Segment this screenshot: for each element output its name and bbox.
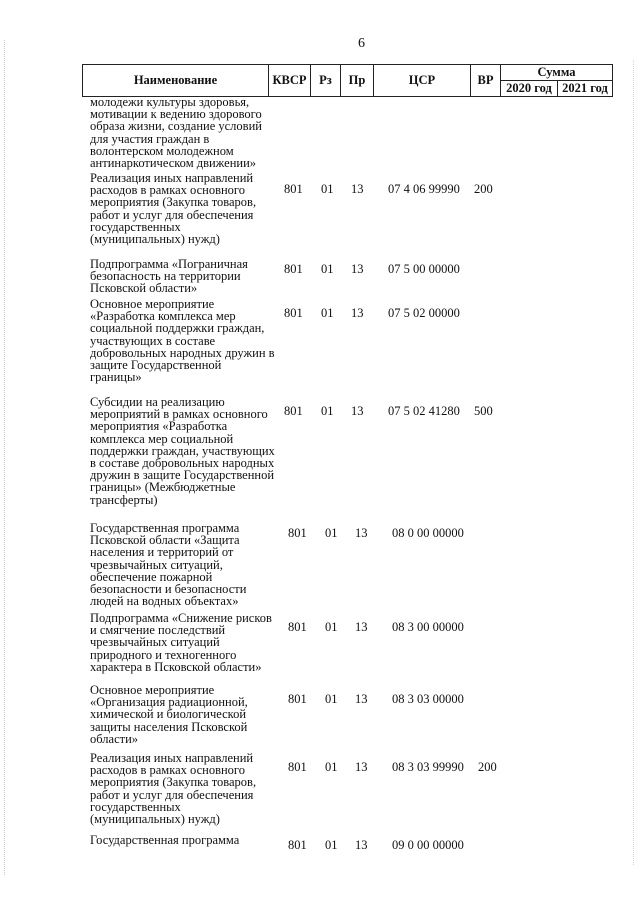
row-csr: 07 4 06 99990 — [388, 182, 460, 196]
continuation-line: волонтерском молодежном — [90, 143, 234, 158]
row-name-line: расходов в рамках основного — [90, 763, 245, 778]
continuation-line: мотивации к ведению здорового — [90, 107, 262, 122]
row-rz: 01 — [325, 760, 338, 774]
row-name-line: населения и территорий от — [90, 545, 234, 560]
header-rz: Рз — [311, 65, 341, 97]
row-name-line: добровольных народных дружин в — [90, 345, 275, 360]
row-name-line: чрезвычайных ситуаций — [90, 635, 220, 650]
header-sum: Сумма — [501, 65, 613, 81]
row-name-line: государственных — [90, 219, 181, 234]
row-name-line: государственных — [90, 799, 181, 814]
row-vr: 200 — [474, 182, 493, 196]
row-name-line: участвующих в составе — [90, 333, 216, 348]
row-name-line: и смягчение последствий — [90, 623, 226, 638]
row-csr: 08 0 00 00000 — [392, 526, 464, 540]
row-pr: 13 — [351, 306, 364, 320]
row-name-line: мероприятия (Закупка товаров, — [90, 775, 257, 790]
row-name-line: Государственная программа — [90, 833, 240, 847]
row-name-line: характера в Псковской области» — [90, 659, 262, 674]
header-year-2020: 2020 год — [501, 81, 558, 97]
row-kvsr: 801 — [288, 526, 307, 540]
continuation-line: антинаркотическом движении» — [90, 156, 257, 170]
row-name-line: «Организация радиационной, — [90, 695, 248, 710]
row-name-line: Реализация иных направлений — [90, 751, 254, 765]
row-pr: 13 — [355, 760, 368, 774]
row-name-line: трансферты) — [90, 492, 158, 507]
row-name-line: поддержки граждан, участвующих — [90, 443, 275, 458]
row-name-line: Псковской области «Защита — [90, 533, 240, 548]
row-kvsr: 801 — [284, 262, 303, 276]
row-pr: 13 — [355, 692, 368, 706]
continuation-line: для участия граждан в — [90, 131, 210, 146]
row-name-line: области» — [90, 731, 139, 746]
row-vr: 200 — [478, 760, 497, 774]
row-csr: 07 5 00 00000 — [388, 262, 460, 276]
row-kvsr: 801 — [284, 404, 303, 418]
row-pr: 13 — [355, 526, 368, 540]
header-name: Наименование — [83, 65, 269, 97]
row-csr: 07 5 02 41280 — [388, 404, 460, 418]
row-name-line: Подпрограмма «Пограничная — [90, 257, 248, 271]
header-kvsr: КВСР — [269, 65, 311, 97]
row-name-line: людей на водных объектах» — [90, 594, 239, 609]
row-rz: 01 — [321, 182, 334, 196]
row-name-line: мероприятий в рамках основного — [90, 407, 268, 422]
scan-edge-right — [633, 60, 634, 865]
row-name-line: Основное мероприятие — [90, 683, 215, 697]
row-name-line: границы» — [90, 370, 142, 385]
row-name-line: Основное мероприятие — [90, 297, 215, 311]
row-pr: 13 — [351, 182, 364, 196]
header-year-2021: 2021 год — [558, 81, 613, 97]
row-csr: 08 3 03 00000 — [392, 692, 464, 706]
row-rz: 01 — [321, 404, 334, 418]
row-pr: 13 — [355, 620, 368, 634]
row-name-line: Подпрограмма «Снижение рисков — [90, 611, 272, 625]
scan-edge-left — [4, 40, 5, 875]
continuation-line: образа жизни, создание условий — [90, 119, 262, 134]
row-name-line: природного и техногенного — [90, 647, 237, 662]
row-name-line: комплекса мер социальной — [90, 431, 234, 446]
table-header — [82, 64, 613, 97]
page-number: 6 — [358, 36, 365, 51]
row-vr: 500 — [474, 404, 493, 418]
header-vr: ВР — [471, 65, 501, 97]
continuation-line: молодежи культуры здоровья, — [90, 95, 250, 109]
row-pr: 13 — [351, 262, 364, 276]
row-name-line: социальной поддержки граждан, — [90, 321, 265, 336]
row-name-line: Реализация иных направлений — [90, 171, 254, 185]
row-name-line: химической и биологической — [90, 707, 247, 722]
row-kvsr: 801 — [288, 838, 307, 852]
row-rz: 01 — [321, 262, 334, 276]
header-csr: ЦСР — [374, 65, 471, 97]
row-name-line: чрезвычайных ситуаций, — [90, 557, 223, 572]
row-name-line: обеспечение пожарной — [90, 569, 213, 584]
row-name-line: защите Государственной — [90, 358, 222, 372]
row-name-line: работ и услуг для обеспечения — [90, 787, 254, 802]
row-kvsr: 801 — [284, 182, 303, 196]
row-pr: 13 — [355, 838, 368, 852]
row-rz: 01 — [325, 838, 338, 852]
row-csr: 07 5 02 00000 — [388, 306, 460, 320]
row-name-line: расходов в рамках основного — [90, 183, 245, 198]
row-name-line: защиты населения Псковской — [90, 719, 248, 734]
row-name-line: Субсидии на реализацию — [90, 395, 225, 409]
row-name-line: безопасность на территории — [90, 269, 241, 284]
row-kvsr: 801 — [288, 692, 307, 706]
row-kvsr: 801 — [288, 620, 307, 634]
row-name-line: мероприятия «Разработка — [90, 419, 228, 434]
header-pr: Пр — [341, 65, 374, 97]
row-name-line: дружин в защите Государственной — [90, 468, 275, 483]
row-rz: 01 — [321, 306, 334, 320]
row-csr: 08 3 00 00000 — [392, 620, 464, 634]
row-name-line: работ и услуг для обеспечения — [90, 207, 254, 222]
row-csr: 08 3 03 99990 — [392, 760, 464, 774]
row-name-line: Государственная программа — [90, 521, 240, 535]
row-name-line: мероприятия (Закупка товаров, — [90, 195, 257, 210]
row-name-line: границы» (Межбюджетные — [90, 480, 236, 495]
row-name-line: Псковской области» — [90, 281, 198, 296]
row-csr: 09 0 00 00000 — [392, 838, 464, 852]
row-name-line: «Разработка комплекса мер — [90, 309, 236, 324]
row-name-line: безопасности и безопасности — [90, 582, 247, 596]
row-rz: 01 — [325, 620, 338, 634]
row-name-line: (муниципальных) нужд) — [90, 812, 220, 826]
row-pr: 13 — [351, 404, 364, 418]
row-rz: 01 — [325, 692, 338, 706]
row-kvsr: 801 — [284, 306, 303, 320]
row-name-line: (муниципальных) нужд) — [90, 232, 220, 246]
row-name-line: в составе добровольных народных — [90, 456, 275, 470]
row-kvsr: 801 — [288, 760, 307, 774]
row-rz: 01 — [325, 526, 338, 540]
